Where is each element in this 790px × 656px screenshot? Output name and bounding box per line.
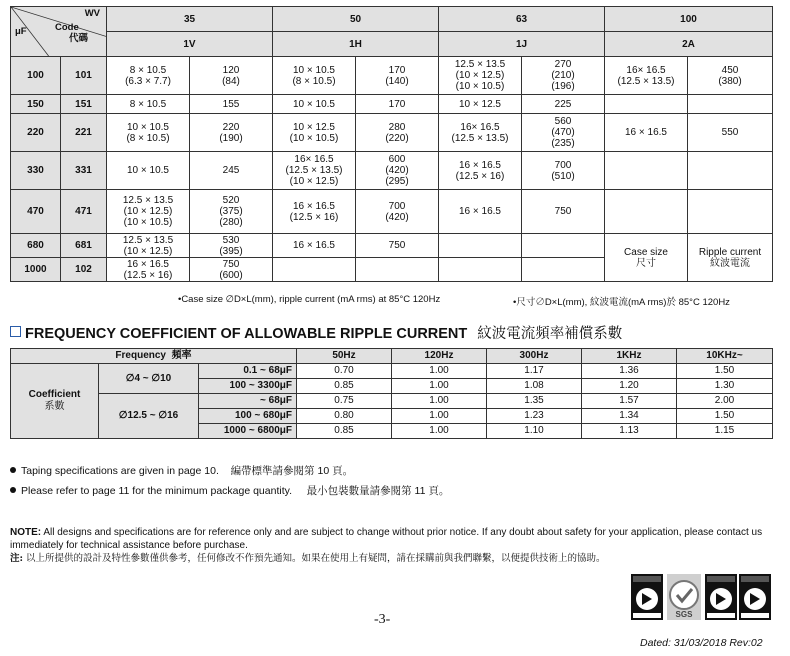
bullet-dot-icon bbox=[10, 487, 16, 493]
notice: NOTE: All designs and specifications are for reference only and are subject to change without prior notice. If any doubt about safety for your application, please contact us immediately for technical assistance before purchase. 注: 以上所提供的設計及特性參數僅供參考，任何修改不作預先通知。如果在使用上有疑問，請在採購前與我們聯繫，以便提供技術上的協助。 bbox=[10, 527, 763, 564]
ripple-current-cell: 155 bbox=[190, 95, 273, 114]
ripple-current-cell: 700 (420) bbox=[356, 190, 439, 234]
freq-section-title-zh: 紋波電流頻率補償系數 bbox=[477, 326, 623, 342]
case-size-cell: 16 × 16.5 (12.5 × 16) bbox=[439, 152, 522, 190]
coefficient-label: Coefficient 系數 bbox=[11, 364, 99, 439]
coefficient-value: 1.00 bbox=[392, 364, 487, 379]
case-size-cell: 16 × 16.5 bbox=[605, 114, 688, 152]
coefficient-value: 1.17 bbox=[487, 364, 582, 379]
coefficient-value: 1.34 bbox=[582, 409, 677, 424]
coefficient-value: 0.85 bbox=[297, 424, 392, 439]
capacitance-cell: 470 bbox=[11, 190, 61, 234]
dated-revision: Dated: 31/03/2018 Rev:02 bbox=[640, 637, 763, 649]
capacitance-range: 1000 ~ 6800μF bbox=[199, 424, 297, 439]
code-cell: 221 bbox=[61, 114, 107, 152]
header-corner bbox=[11, 7, 107, 57]
coefficient-value: 1.00 bbox=[392, 424, 487, 439]
voltage-code-1j: 1J bbox=[439, 32, 605, 57]
coefficient-row bbox=[11, 364, 773, 379]
code-cell: 471 bbox=[61, 190, 107, 234]
bullet-package: Please refer to page 11 for the minimum package quantity. 最小包裝數量請參閱第 11 頁。 bbox=[10, 483, 449, 498]
corner-code-zh: 代碼 bbox=[69, 33, 89, 44]
ripple-current-cell bbox=[688, 190, 773, 234]
ripple-current-cell: 220 (190) bbox=[190, 114, 273, 152]
voltage-code-1h: 1H bbox=[273, 32, 439, 57]
dekra-logo-icon bbox=[739, 574, 771, 620]
capacitance-range: ~ 68μF bbox=[199, 394, 297, 409]
coefficient-value: 1.13 bbox=[582, 424, 677, 439]
ripple-current-cell: 550 bbox=[688, 114, 773, 152]
capacitance-cell: 330 bbox=[11, 152, 61, 190]
case-size-cell: 10 × 12.5 (10 × 10.5) bbox=[273, 114, 356, 152]
case-size-cell: 16 × 16.5 (12.5 × 16) bbox=[107, 258, 190, 282]
ripple-current-cell: 120 (84) bbox=[190, 57, 273, 95]
frequency-header: Frequency 頻率 bbox=[11, 349, 297, 364]
rating-row bbox=[11, 234, 773, 258]
coefficient-value: 1.36 bbox=[582, 364, 677, 379]
case-size-cell: 10 × 10.5 bbox=[107, 152, 190, 190]
capacitance-cell: 100 bbox=[11, 57, 61, 95]
coefficient-value: 1.50 bbox=[677, 409, 773, 424]
ripple-current-cell bbox=[356, 258, 439, 282]
coefficient-value: 1.00 bbox=[392, 379, 487, 394]
ripple-current-cell: 270 (210) (196) bbox=[522, 57, 605, 95]
corner-wv: WV bbox=[84, 8, 100, 19]
ripple-current-cell: 750 bbox=[522, 190, 605, 234]
freq-col-50hz: 50Hz bbox=[297, 349, 392, 364]
case-size-cell: 12.5 × 13.5 (10 × 12.5) bbox=[107, 234, 190, 258]
rating-table bbox=[10, 6, 773, 282]
case-size-cell: 10 × 10.5 (8 × 10.5) bbox=[107, 114, 190, 152]
case-size-cell: 8 × 10.5 (6.3 × 7.7) bbox=[107, 57, 190, 95]
certification-logos bbox=[631, 574, 771, 620]
rating-row bbox=[11, 114, 773, 152]
case-size-cell: 12.5 × 13.5 (10 × 12.5) (10 × 10.5) bbox=[439, 57, 522, 95]
voltage-100: 100 bbox=[605, 7, 773, 32]
dekra-logo-icon bbox=[631, 574, 663, 620]
rating-row bbox=[11, 190, 773, 234]
rating-note-zh: •尺寸∅D×L(mm), 紋波電流(mA rms)於 85°C 120Hz bbox=[513, 297, 730, 308]
code-cell: 331 bbox=[61, 152, 107, 190]
capacitance-cell: 220 bbox=[11, 114, 61, 152]
coefficient-row bbox=[11, 394, 773, 409]
case-size-cell: 10 × 10.5 bbox=[273, 95, 356, 114]
ripple-current-cell bbox=[688, 152, 773, 190]
corner-code: Code bbox=[55, 22, 79, 33]
coefficient-value: 2.00 bbox=[677, 394, 773, 409]
bullet-dot-icon bbox=[10, 467, 16, 473]
coefficient-value: 1.10 bbox=[487, 424, 582, 439]
svg-text:SGS: SGS bbox=[675, 610, 693, 619]
case-size-cell: 12.5 × 13.5 (10 × 12.5) (10 × 10.5) bbox=[107, 190, 190, 234]
case-size-cell: 16× 16.5 (12.5 × 13.5) (10 × 12.5) bbox=[273, 152, 356, 190]
coefficient-value: 0.75 bbox=[297, 394, 392, 409]
capacitance-cell: 1000 bbox=[11, 258, 61, 282]
code-cell: 102 bbox=[61, 258, 107, 282]
voltage-code-1v: 1V bbox=[107, 32, 273, 57]
ripple-current-cell: 170 (140) bbox=[356, 57, 439, 95]
case-size-cell: 16× 16.5 (12.5 × 13.5) bbox=[605, 57, 688, 95]
ripple-current-cell: 170 bbox=[356, 95, 439, 114]
ripple-current-cell: 450 (380) bbox=[688, 57, 773, 95]
case-size-cell bbox=[605, 152, 688, 190]
bullet-taping: Taping specifications are given in page 10. 編帶標準請參閱第 10 頁。 bbox=[10, 463, 353, 478]
ripple-current-cell bbox=[688, 95, 773, 114]
coefficient-value: 1.15 bbox=[677, 424, 773, 439]
legend-ripple-current: Ripple current 紋波電流 bbox=[688, 234, 773, 282]
code-cell: 151 bbox=[61, 95, 107, 114]
code-cell: 101 bbox=[61, 57, 107, 95]
ripple-current-cell bbox=[522, 258, 605, 282]
case-size-cell bbox=[439, 258, 522, 282]
ripple-current-cell: 600 (420) (295) bbox=[356, 152, 439, 190]
case-size-cell bbox=[605, 95, 688, 114]
ripple-current-cell: 245 bbox=[190, 152, 273, 190]
ripple-current-cell: 225 bbox=[522, 95, 605, 114]
coefficient-value: 1.00 bbox=[392, 409, 487, 424]
case-size-cell: 16× 16.5 (12.5 × 13.5) bbox=[439, 114, 522, 152]
coefficient-value: 1.08 bbox=[487, 379, 582, 394]
frequency-coefficient-table bbox=[10, 348, 773, 439]
capacitance-range: 100 ~ 3300μF bbox=[199, 379, 297, 394]
capacitance-cell: 150 bbox=[11, 95, 61, 114]
capacitance-range: 0.1 ~ 68μF bbox=[199, 364, 297, 379]
freq-col-10khz: 10KHz~ bbox=[677, 349, 773, 364]
coefficient-value: 1.30 bbox=[677, 379, 773, 394]
voltage-code-2a: 2A bbox=[605, 32, 773, 57]
ripple-current-cell: 520 (375) (280) bbox=[190, 190, 273, 234]
case-size-cell bbox=[439, 234, 522, 258]
case-diameter-range: ∅4 ~ ∅10 bbox=[99, 364, 199, 394]
page-number: -3- bbox=[374, 612, 391, 627]
ripple-current-cell: 530 (395) bbox=[190, 234, 273, 258]
freq-section-title: FREQUENCY COEFFICIENT OF ALLOWABLE RIPPLE CURRENT 紋波電流頻率補償系數 bbox=[10, 322, 622, 343]
legend-case-size: Case size 尺寸 bbox=[605, 234, 688, 282]
rating-row bbox=[11, 95, 773, 114]
ripple-current-cell: 700 (510) bbox=[522, 152, 605, 190]
voltage-35: 35 bbox=[107, 7, 273, 32]
ripple-current-cell bbox=[522, 234, 605, 258]
coefficient-value: 1.23 bbox=[487, 409, 582, 424]
ripple-current-cell: 750 (600) bbox=[190, 258, 273, 282]
ripple-current-cell: 750 bbox=[356, 234, 439, 258]
ripple-current-cell: 280 (220) bbox=[356, 114, 439, 152]
rating-note-en: •Case size ∅D×L(mm), ripple current (mA rms) at 85°C 120Hz bbox=[178, 294, 441, 305]
freq-col-120hz: 120Hz bbox=[392, 349, 487, 364]
code-cell: 681 bbox=[61, 234, 107, 258]
case-size-cell: 16 × 16.5 bbox=[439, 190, 522, 234]
ripple-current-cell: 560 (470) (235) bbox=[522, 114, 605, 152]
checkbox-square-icon bbox=[10, 326, 21, 337]
rating-row bbox=[11, 152, 773, 190]
coefficient-value: 0.85 bbox=[297, 379, 392, 394]
capacitance-cell: 680 bbox=[11, 234, 61, 258]
coefficient-value: 1.00 bbox=[392, 394, 487, 409]
coefficient-value: 1.57 bbox=[582, 394, 677, 409]
coefficient-value: 1.20 bbox=[582, 379, 677, 394]
capacitance-range: 100 ~ 680μF bbox=[199, 409, 297, 424]
coefficient-value: 0.70 bbox=[297, 364, 392, 379]
voltage-50: 50 bbox=[273, 7, 439, 32]
coefficient-value: 1.35 bbox=[487, 394, 582, 409]
coefficient-value: 0.80 bbox=[297, 409, 392, 424]
dekra-logo-icon bbox=[705, 574, 737, 620]
coefficient-value: 1.50 bbox=[677, 364, 773, 379]
freq-col-300hz: 300Hz bbox=[487, 349, 582, 364]
rating-row bbox=[11, 57, 773, 95]
case-size-cell bbox=[605, 190, 688, 234]
case-size-cell: 16 × 16.5 (12.5 × 16) bbox=[273, 190, 356, 234]
case-size-cell: 8 × 10.5 bbox=[107, 95, 190, 114]
case-size-cell: 16 × 16.5 bbox=[273, 234, 356, 258]
sgs-logo-icon bbox=[667, 574, 701, 620]
case-size-cell: 10 × 12.5 bbox=[439, 95, 522, 114]
case-size-cell bbox=[273, 258, 356, 282]
voltage-63: 63 bbox=[439, 7, 605, 32]
freq-col-1khz: 1KHz bbox=[582, 349, 677, 364]
case-size-cell: 10 × 10.5 (8 × 10.5) bbox=[273, 57, 356, 95]
corner-uf: μF bbox=[15, 26, 27, 37]
case-diameter-range: ∅12.5 ~ ∅16 bbox=[99, 394, 199, 439]
